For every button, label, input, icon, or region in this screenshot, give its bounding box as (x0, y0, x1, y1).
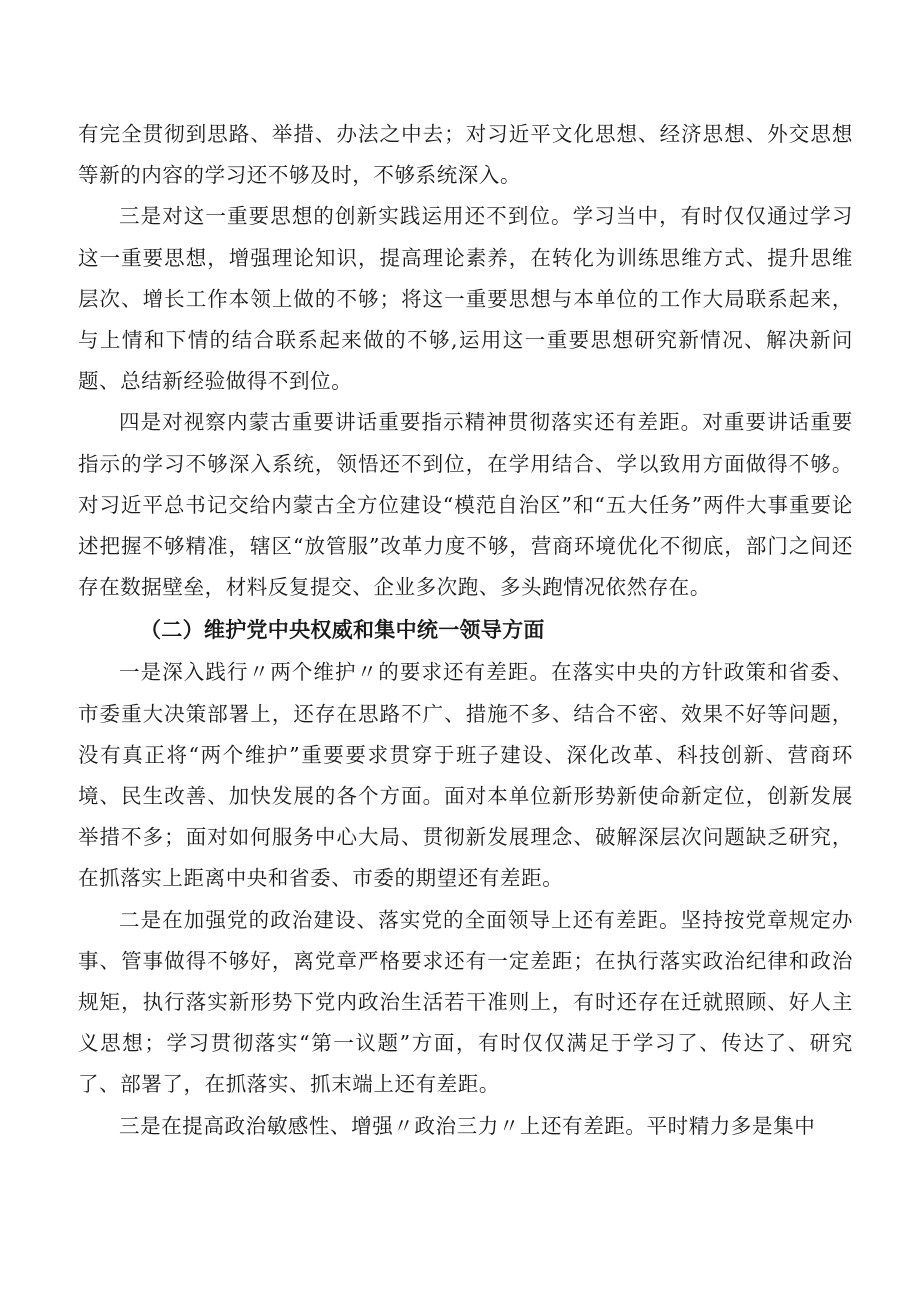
document-page (78, 114, 853, 1147)
paragraph-section-point-two: 二是在加强党的政治建设、落实党的全面领导上还有差距。坚持按党章规定办事、管事做得不够好，离党章严格要求还有一定差距；在执行落实政治纪律和政治规矩，执行落实新形势下党内政治生活若干准则上，有时还存在迁就照顾、好人主义思想；学习贯彻落实“第一议题”方面，有时仅仅满足于学习了、传达了、研究了、部署了，在抓落实、抓末端上还有差距。 (78, 907, 853, 1097)
paragraph-continuation: 有完全贯彻到思路、举措、办法之中去；对习近平文化思想、经济思想、外交思想等新的内容的学习还不够及时，不够系统深入。 (78, 122, 853, 188)
paragraph-section-point-one: 一是深入践行〃两个维护〃的要求还有差距。在落实中央的方针政策和省委、市委重大决策部署上，还存在思路不广、措施不多、结合不密、效果不好等问题，没有真正将“两个维护”重要要求贯穿于班子建设、深化改革、科技创新、营商环境、民生改善、加快发展的各个方面。面对本单位新形势新使命新定位，创新发展举措不多；面对如何服务中心大局、贯彻新发展理念、破解深层次问题缺乏研究，在抓落实上距离中央和省委、市委的期望还有差距。 (78, 660, 853, 891)
paragraph-section-point-three: 三是在提高政治敏感性、增强〃政治三力〃上还有差距。平时精力多是集中 (119, 1113, 816, 1138)
paragraph-point-three: 三是对这一重要思想的创新实践运用还不到位。学习当中，有时仅仅通过学习这一重要思想，增强理论知识，提高理论素养，在转化为训练思维方式、提升思维层次、增长工作本领上做的不够；将这一重要思想与本单位的工作大局联系起来，与上情和下情的结合联系起来做的不够,运用这一重要思想研究新情况、解决新问题、总结新经验做得不到位。 (78, 204, 853, 394)
section-heading: （二）维护党中央权威和集中统一领导方面 (140, 618, 545, 643)
paragraph-point-four: 四是对视察内蒙古重要讲话重要指示精神贯彻落实还有差距。对重要讲话重要指示的学习不够深入系统，领悟还不到位，在学用结合、学以致用方面做得不够。对习近平总书记交给内蒙古全方位建设“模范自治区”和“五大任务”两件大事重要论述把握不够精准，辖区“放管服”改革力度不够，营商环境优化不彻底，部门之间还存在数据壁垒，材料反复提交、企业多次跑、多头跑情况依然存在。 (78, 410, 853, 600)
